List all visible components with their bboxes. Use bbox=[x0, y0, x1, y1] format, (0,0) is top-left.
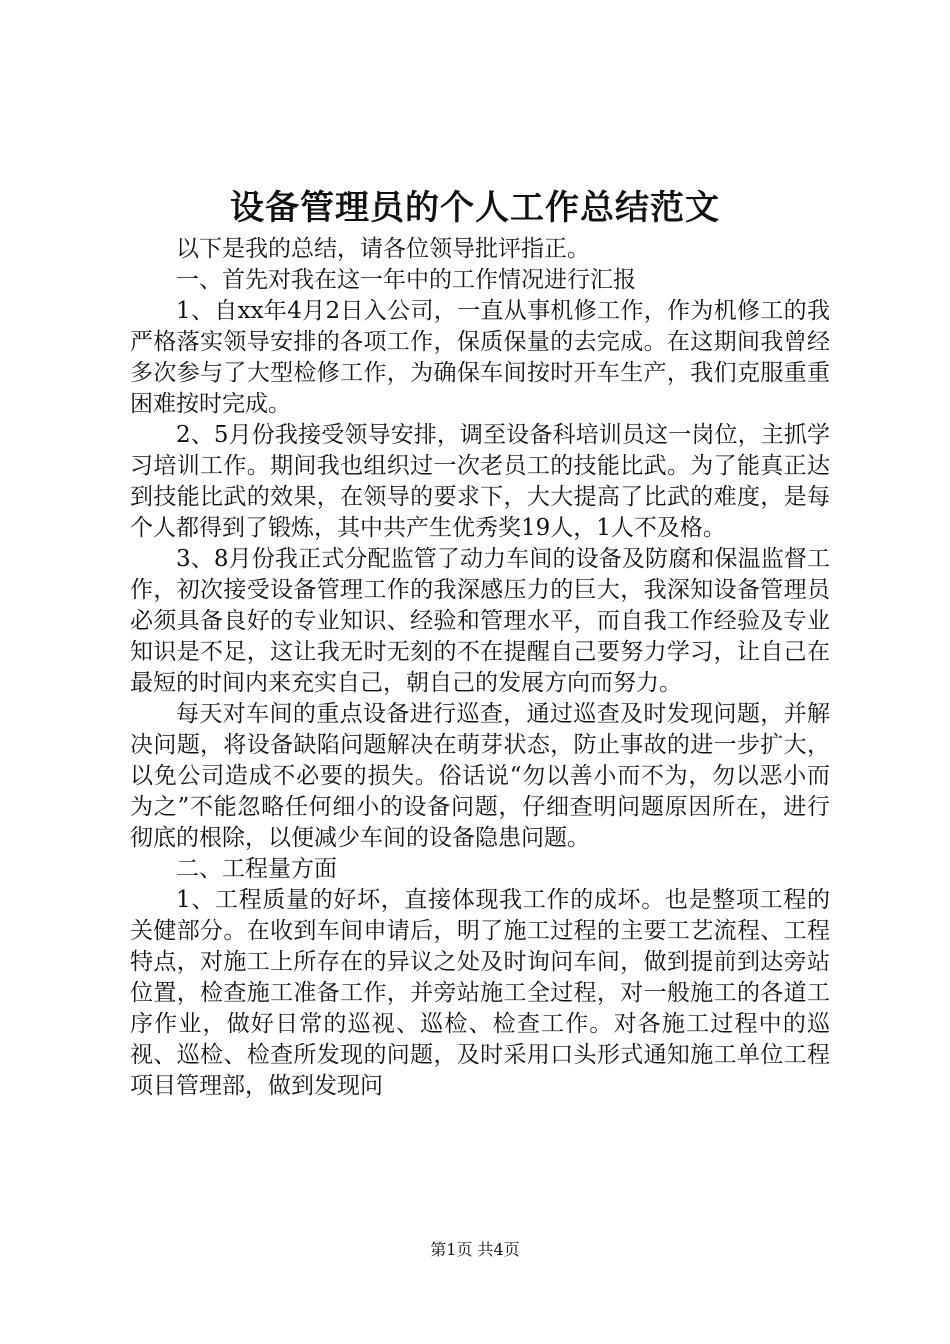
paragraph-item-3: 3、8月份我正式分配监管了动力车间的设备及防腐和保温监督工作，初次接受设备管理工作的我深感压力的巨大，我深知设备管理员必须具备良好的专业知识、经验和管理水平，而自我工作经验及专业知识是不足，这让我无时无刻的不在提醒自己要努力学习，让自己在最短的时间内来充实自己，朝自己的发展方向而努力。 bbox=[130, 546, 830, 696]
paragraph-intro: 以下是我的总结，请各位领导批评指正。 bbox=[176, 236, 590, 262]
paragraph-engineering-quality: 1、工程质量的好坏，直接体现我工作的成坏。也是整项工程的关健部分。在收到车间申请后，明了施工过程的主要工艺流程、工程特点，对施工上所存在的异议之处及时询问车间，做到提前到达旁站位置，检查施工准备工作，并旁站施工全过程，对一般施工的各道工序作业，做好日常的巡视、巡检、检查工作。对各施工过程中的巡视、巡检、检查所发现的问题，及时采用口头形式通知施工单位工程项目管理部，做到发现问 bbox=[130, 887, 830, 1099]
document-body bbox=[130, 234, 830, 1102]
paragraph-daily-inspection: 每天对车间的重点设备进行巡查，通过巡查及时发现问题，并解决问题，将设备缺陷问题解决在萌芽状态，防止事故的进一步扩大，以免公司造成不必要的损失。俗话说“勿以善小而不为，勿以恶小而为之”不能忽略任何细小的设备问题，仔细查明问题原因所在，进行彻底的根除，以便减少车间的设备隐患问题。 bbox=[130, 701, 830, 851]
page-footer: 第1页 共4页 bbox=[430, 1240, 520, 1259]
section-heading-1: 一、首先对我在这一年中的工作情况进行汇报 bbox=[176, 267, 636, 293]
document-title: 设备管理员的个人工作总结范文 bbox=[230, 188, 720, 228]
paragraph-item-2: 2、5月份我接受领导安排，调至设备科培训员这一岗位，主抓学习培训工作。期间我也组织过一次老员工的技能比武。为了能真正达到技能比武的效果，在领导的要求下，大大提高了比武的难度，是每个人都得到了锻炼，其中共产生优秀奖19人，1人不及格。 bbox=[130, 422, 830, 541]
paragraph-item-1: 1、自xx年4月2日入公司，一直从事机修工作，作为机修工的我严格落实领导安排的各项工作，保质保量的去完成。在这期间我曾经多次参与了大型检修工作，为确保车间按时开车生产，我们克服重重困难按时完成。 bbox=[130, 298, 830, 417]
section-heading-2: 二、工程量方面 bbox=[176, 856, 337, 882]
